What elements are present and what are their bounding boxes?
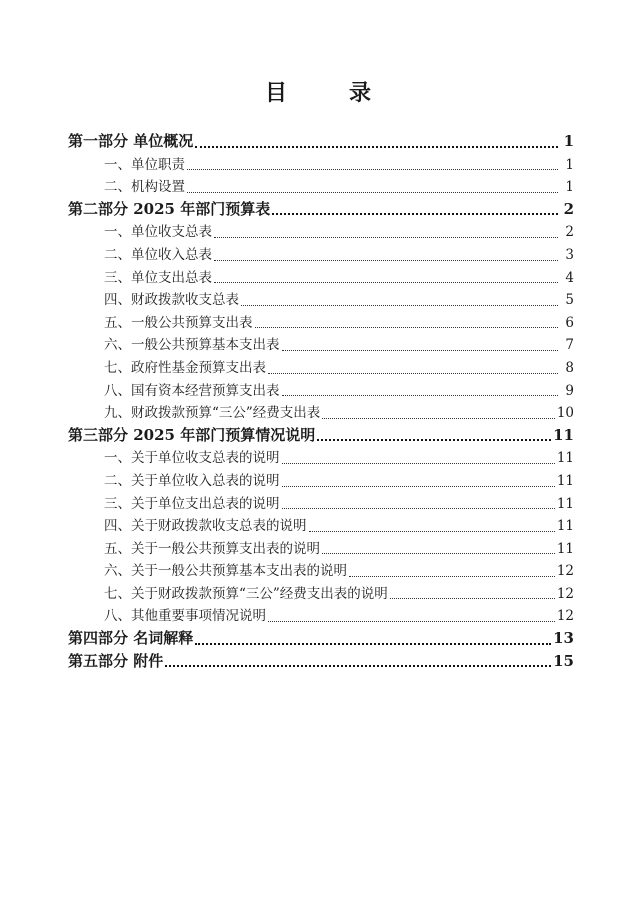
toc-page-number: 3 <box>565 246 574 263</box>
toc-section-entry[interactable] <box>68 559 574 582</box>
dot-leader <box>195 643 551 645</box>
toc-section-entry[interactable] <box>68 220 574 243</box>
toc-page-number: 11 <box>556 472 574 489</box>
toc-section-entry[interactable] <box>68 492 574 515</box>
dot-leader <box>282 508 555 509</box>
toc-section-entry[interactable] <box>68 379 574 402</box>
dot-leader <box>317 439 551 441</box>
toc-section-entry[interactable] <box>68 582 574 605</box>
dot-leader <box>255 327 559 328</box>
dot-leader <box>165 665 551 667</box>
toc-section-entry[interactable] <box>68 311 574 334</box>
toc-entry-label: 四、财政拨款收支总表 <box>104 292 239 309</box>
dot-leader <box>309 531 555 532</box>
toc-page-number: 8 <box>565 359 574 376</box>
toc-section-entry[interactable] <box>68 401 574 424</box>
toc-entry-label: 七、政府性基金预算支出表 <box>104 359 266 376</box>
toc-page-number: 5 <box>565 292 574 309</box>
toc-page-number: 2 <box>563 199 574 218</box>
toc-section-entry[interactable] <box>68 175 574 198</box>
toc-entry-label: 第四部分 名词解释 <box>68 629 194 648</box>
toc-entry-label: 七、关于财政拨款预算“三公”经费支出表的说明 <box>104 585 388 602</box>
table-of-contents <box>68 130 574 672</box>
dot-leader <box>390 598 555 599</box>
dot-leader <box>187 192 558 193</box>
toc-section-entry[interactable] <box>68 537 574 560</box>
toc-part-entry[interactable] <box>68 198 574 221</box>
toc-page-number: 13 <box>553 629 574 648</box>
toc-entry-label: 四、关于财政拨款收支总表的说明 <box>104 518 307 535</box>
toc-title: 目 录 <box>264 80 391 106</box>
toc-page-number: 12 <box>556 585 574 602</box>
toc-part-entry[interactable] <box>68 130 574 153</box>
toc-entry-label: 一、单位职责 <box>104 156 185 173</box>
toc-page-number: 9 <box>565 382 574 399</box>
dot-leader <box>282 463 555 464</box>
toc-entry-label: 一、关于单位收支总表的说明 <box>104 450 280 467</box>
toc-entry-label: 二、机构设置 <box>104 179 185 196</box>
dot-leader <box>241 305 558 306</box>
toc-entry-label: 第二部分 2025 年部门预算表 <box>68 199 271 218</box>
toc-page-number: 4 <box>565 269 574 286</box>
toc-page-number: 11 <box>556 540 574 557</box>
toc-page-number: 1 <box>565 156 574 173</box>
dot-leader <box>349 576 555 577</box>
toc-part-entry[interactable] <box>68 424 574 447</box>
toc-entry-label: 六、一般公共预算基本支出表 <box>104 337 280 354</box>
toc-page-number: 11 <box>556 495 574 512</box>
toc-page-number: 11 <box>553 425 574 444</box>
toc-section-entry[interactable] <box>68 333 574 356</box>
toc-entry-label: 九、财政拨款预算“三公”经费支出表 <box>104 405 321 422</box>
toc-page-number: 1 <box>563 132 574 150</box>
toc-entry-label: 第三部分 2025 年部门预算情况说明 <box>68 425 316 444</box>
toc-entry-label: 二、关于单位收入总表的说明 <box>104 472 280 489</box>
toc-page-number: 12 <box>556 608 574 625</box>
dot-leader <box>282 395 559 396</box>
toc-entry-label: 第五部分 附件 <box>68 651 164 670</box>
toc-section-entry[interactable] <box>68 446 574 469</box>
toc-entry-label: 五、一般公共预算支出表 <box>104 314 253 331</box>
toc-entry-label: 一、单位收支总表 <box>104 224 212 241</box>
toc-section-entry[interactable] <box>68 469 574 492</box>
toc-page-number: 11 <box>556 518 574 535</box>
toc-section-entry[interactable] <box>68 288 574 311</box>
toc-part-entry[interactable] <box>68 627 574 650</box>
toc-section-entry[interactable] <box>68 153 574 176</box>
toc-entry-label: 第一部分 单位概况 <box>68 132 194 150</box>
dot-leader <box>272 213 558 215</box>
toc-section-entry[interactable] <box>68 604 574 627</box>
toc-section-entry[interactable] <box>68 266 574 289</box>
toc-page-number: 7 <box>565 337 574 354</box>
toc-page-number: 12 <box>556 563 574 580</box>
toc-section-entry[interactable] <box>68 514 574 537</box>
dot-leader <box>214 282 558 283</box>
dot-leader <box>268 373 558 374</box>
toc-entry-label: 二、单位收入总表 <box>104 246 212 263</box>
toc-page-number: 10 <box>556 405 574 422</box>
dot-leader <box>282 486 555 487</box>
dot-leader <box>214 260 558 261</box>
dot-leader <box>187 169 558 170</box>
toc-entry-label: 五、关于一般公共预算支出表的说明 <box>104 540 320 557</box>
toc-entry-label: 六、关于一般公共预算基本支出表的说明 <box>104 563 347 580</box>
dot-leader <box>282 350 559 351</box>
toc-section-entry[interactable] <box>68 243 574 266</box>
toc-entry-label: 八、其他重要事项情况说明 <box>104 608 266 625</box>
toc-part-entry[interactable] <box>68 650 574 673</box>
dot-leader <box>322 553 555 554</box>
toc-entry-label: 三、关于单位支出总表的说明 <box>104 495 280 512</box>
toc-page-number: 6 <box>565 314 574 331</box>
toc-entry-label: 三、单位支出总表 <box>104 269 212 286</box>
toc-page-number: 15 <box>553 651 574 670</box>
toc-section-entry[interactable] <box>68 356 574 379</box>
toc-page-number: 1 <box>565 179 574 196</box>
dot-leader <box>322 418 555 419</box>
toc-page-number: 2 <box>565 224 574 241</box>
toc-page-number: 11 <box>556 450 574 467</box>
dot-leader <box>195 146 558 148</box>
toc-entry-label: 八、国有资本经营预算支出表 <box>104 382 280 399</box>
dot-leader <box>214 237 558 238</box>
dot-leader <box>268 621 555 622</box>
